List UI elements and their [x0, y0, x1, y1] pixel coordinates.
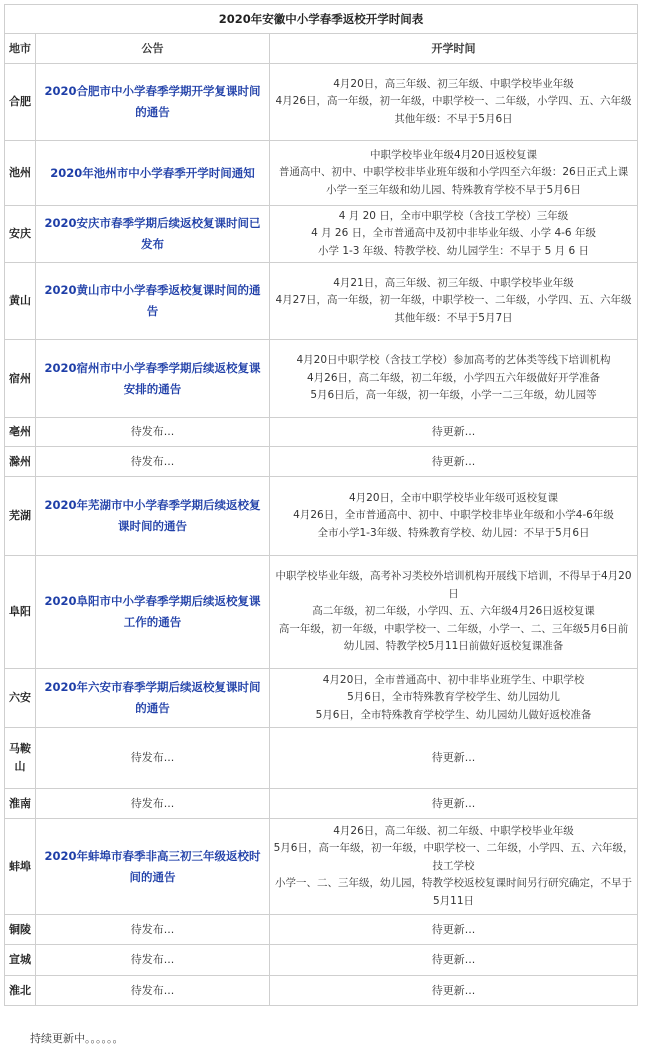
time-line: 4月26日，高一年级，初一年级，中职学校一、二年级，小学四、五、六年级 [275, 95, 632, 108]
time-line: 4月26日，高二年级、初二年级、中职学校毕业年级 [333, 824, 574, 837]
notice-link[interactable]: 2020合肥市中小学春季学期开学复课时间的通告 [44, 84, 261, 119]
time-line: 待更新... [431, 751, 476, 764]
time-line: 小学 1-3 年级、特教学校、幼儿园学生：不早于 5 月 6 日 [317, 244, 590, 257]
table-row [5, 789, 638, 819]
table-row [5, 206, 638, 263]
table-title-row [5, 5, 638, 34]
notice-cell [36, 206, 270, 263]
time-line: 4月20日，高三年级、初三年级、中职学校毕业年级 [333, 77, 574, 90]
time-cell [270, 819, 638, 915]
table-row [5, 447, 638, 477]
notice-cell [36, 477, 270, 556]
time-line: 全市小学1-3年级、特殊教育学校、幼儿园：不早于5月6日 [317, 526, 590, 539]
time-cell [270, 64, 638, 141]
table-row [5, 728, 638, 789]
time-line: 中职学校毕业年级4月20日返校复课 [369, 148, 538, 161]
time-cell [270, 418, 638, 447]
table-row [5, 263, 638, 340]
notice-link[interactable]: 2020安庆市春季学期后续返校复课时间已发布 [44, 216, 261, 251]
notice-link[interactable]: 2020年池州市中小学春季开学时间通知 [50, 165, 255, 180]
notice-link[interactable]: 2020宿州市中小学春季学期后续返校复课安排的通告 [44, 360, 261, 396]
header-time: 开学时间 [270, 34, 638, 64]
city-cell: 马鞍山 [5, 728, 36, 789]
table-row [5, 418, 638, 447]
notice-pending: 待发布... [36, 915, 270, 945]
city-cell: 滁州 [5, 447, 36, 477]
time-line: 高二年级，初二年级，小学四、五、六年级4月26日返校复课 [312, 605, 595, 618]
time-cell [270, 915, 638, 945]
time-line: 4月20日中职学校（含技工学校）参加高考的艺体类等线下培训机构 [296, 354, 611, 367]
notice-link[interactable]: 2020年蚌埠市春季非高三初三年级返校时间的通告 [44, 848, 261, 884]
time-line: 4月26日，高二年级，初二年级，小学四五六年级做好开学准备 [306, 371, 601, 384]
header-notice: 公告 [36, 34, 270, 64]
time-cell [270, 556, 638, 669]
notice-link[interactable]: 2020年六安市春季学期后续返校复课时间的通告 [44, 680, 261, 715]
time-line: 待更新... [431, 454, 476, 468]
notice-cell [36, 556, 270, 669]
time-cell [270, 789, 638, 819]
notice-cell [36, 64, 270, 141]
time-line: 小学一至三年级和幼儿园、特殊教育学校不早于5月6日 [326, 183, 581, 196]
notice-link[interactable]: 2020年芜湖市中小学春季学期后续返校复课时间的通告 [44, 498, 261, 533]
time-cell [270, 206, 638, 263]
header-row [5, 34, 638, 64]
city-cell: 安庆 [5, 206, 36, 263]
time-line: 中职学校毕业年级，高考补习类校外培训机构开展线下培训，不得早于4月20日 [275, 570, 632, 600]
notice-pending: 待发布... [36, 976, 270, 1006]
time-cell [270, 263, 638, 340]
time-line: 其他年级：不早于5月7日 [394, 311, 513, 324]
time-cell [270, 976, 638, 1006]
notice-pending: 待发布... [36, 728, 270, 789]
time-cell [270, 669, 638, 728]
notice-cell [36, 340, 270, 418]
city-cell: 蚌埠 [5, 819, 36, 915]
city-cell: 淮北 [5, 976, 36, 1006]
table-row [5, 64, 638, 141]
time-line: 4月26日，全市普通高中、初中、中职学校非毕业年级和小学4-6年级 [293, 509, 614, 522]
city-cell: 铜陵 [5, 915, 36, 945]
time-line: 5月6日后，高一年级，初一年级，小学一二三年级，幼儿园等 [310, 389, 597, 402]
table-row [5, 141, 638, 206]
table-row [5, 556, 638, 669]
table-row [5, 340, 638, 418]
schedule-table [4, 4, 638, 1006]
table-title: 2020年安徽中小学春季返校开学时间表 [5, 5, 638, 34]
time-cell [270, 728, 638, 789]
time-line: 待更新... [431, 922, 476, 936]
notice-link[interactable]: 2020阜阳市中小学春季学期后续返校复课工作的通告 [44, 594, 261, 629]
time-line: 幼儿园、特教学校5月11日前做好返校复课准备 [343, 640, 564, 653]
time-line: 待更新... [431, 983, 476, 997]
time-cell [270, 340, 638, 418]
notice-pending: 待发布... [36, 418, 270, 447]
time-cell [270, 141, 638, 206]
table-row [5, 976, 638, 1006]
table-row [5, 819, 638, 915]
time-line: 4 月 26 日，全市普通高中及初中非毕业年级、小学 4-6 年级 [311, 227, 596, 240]
time-line: 4月21日，高三年级、初三年级、中职学校毕业年级 [333, 276, 574, 289]
time-cell [270, 945, 638, 976]
time-line: 5月6日，高一年级，初一年级，中职学校一、二年级，小学四、五、六年级，技工学校 [273, 842, 634, 872]
time-line: 待更新... [431, 796, 476, 810]
time-line: 5月6日，全市特殊教育学校学生、幼儿园幼儿 [347, 691, 560, 704]
time-line: 普通高中、初中、中职学校非毕业班年级和小学四至六年级：26日正式上课 [278, 166, 629, 179]
time-line: 待更新... [431, 953, 476, 966]
notice-cell [36, 669, 270, 728]
notice-cell [36, 263, 270, 340]
table-row [5, 915, 638, 945]
city-cell: 六安 [5, 669, 36, 728]
time-line: 5月6日，全市特殊教育学校学生、幼儿园幼儿做好返校准备 [315, 708, 592, 721]
city-cell: 池州 [5, 141, 36, 206]
time-line: 4月27日，高一年级，初一年级，中职学校一、二年级，小学四、五、六年级 [275, 294, 632, 307]
notice-pending: 待发布... [36, 789, 270, 819]
notice-pending: 待发布... [36, 447, 270, 477]
notice-cell [36, 141, 270, 206]
table-row [5, 477, 638, 556]
city-cell: 芜湖 [5, 477, 36, 556]
notice-cell [36, 819, 270, 915]
header-city: 地市 [5, 34, 36, 64]
city-cell: 亳州 [5, 418, 36, 447]
time-line: 4 月 20 日，全市中职学校（含技工学校）三年级 [338, 209, 569, 222]
city-cell: 黄山 [5, 263, 36, 340]
footer-note: 持续更新中。。。。。。 [30, 1032, 124, 1045]
notice-pending: 待发布... [36, 945, 270, 976]
city-cell: 宿州 [5, 340, 36, 418]
table-row [5, 945, 638, 976]
notice-link[interactable]: 2020黄山市中小学春季返校复课时间的通告 [44, 283, 261, 318]
city-cell: 淮南 [5, 789, 36, 819]
time-line: 高一年级，初一年级，中职学校一、二年级，小学一、二、三年级5月6日前 [278, 622, 629, 635]
time-cell [270, 447, 638, 477]
table-row [5, 669, 638, 728]
time-line: 待更新... [431, 425, 476, 438]
city-cell: 合肥 [5, 64, 36, 141]
city-cell: 阜阳 [5, 556, 36, 669]
time-line: 小学一、二、三年级，幼儿园，特教学校返校复课时间另行研究确定，不早于5月11日 [275, 877, 632, 907]
time-line: 4月20日，全市普通高中、初中非毕业班学生、中职学校 [322, 673, 585, 686]
time-line: 其他年级：不早于5月6日 [394, 112, 513, 125]
time-line: 4月20日，全市中职学校毕业年级可返校复课 [348, 491, 559, 504]
city-cell: 宣城 [5, 945, 36, 976]
time-cell [270, 477, 638, 556]
